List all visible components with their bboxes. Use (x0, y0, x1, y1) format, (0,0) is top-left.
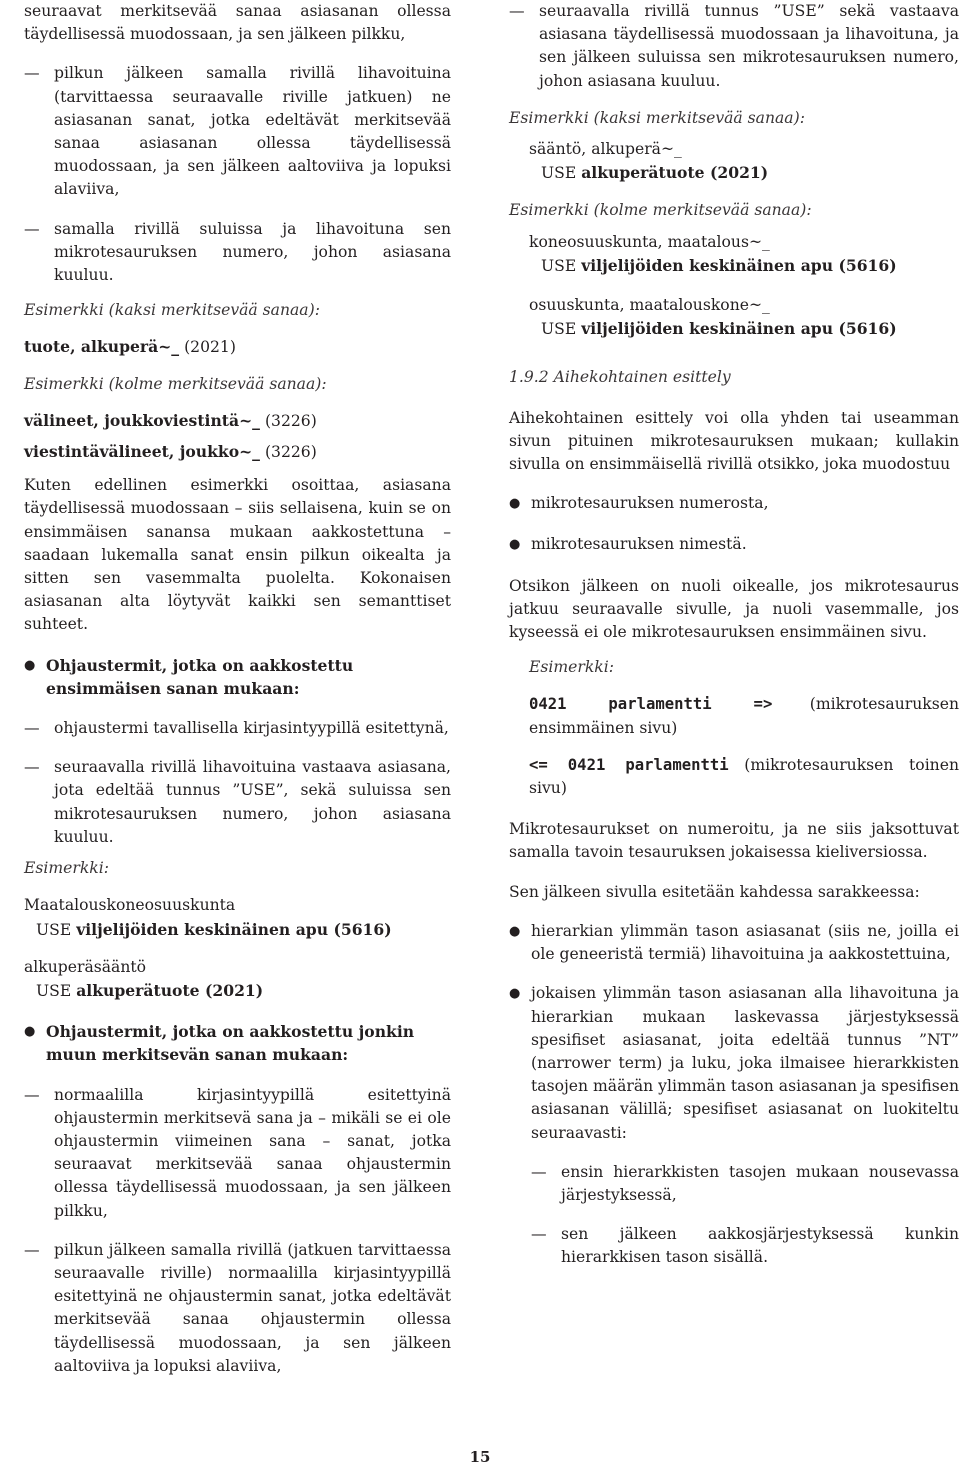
example-term: osuuskunta, maatalouskone~_ (529, 296, 770, 315)
example-use-line: USE alkuperätuote (2021) (36, 980, 264, 1000)
dash-text: seuraavalla rivillä tunnus ”USE” sekä vastaava asiasana täydellisessä muodossaan ja lihavoituna, ja sen jälkeen suluissa sen mikrotesauruksen numero, johon asiasana kuuluu. (539, 2, 959, 90)
bullet-icon: ● (24, 1024, 36, 1040)
dash-marker: — (531, 1162, 547, 1181)
dash-item (509, 1161, 959, 1207)
dash-text: pilkun jälkeen samalla rivillä (jatkuen tarvittaessa seuraavalle riville) normaalilla kirjasintyypillä esitettyinä ne ohjaustermin sanat, jotka edeltävät merkitsevää sanaa ohjaustermin ollessa täydellisessä muodossaan, ja sen jälkeen aaltoviiva ja lopuksi alaviiva, (54, 1240, 451, 1375)
bullet-icon: ● (509, 496, 521, 512)
paragraph: Aihekohtainen esittely voi olla yhden tai useamman sivun pituinen mikrotesauruksen mukaan; kullakin sivulla on ensimmäisellä rivillä otsikko, joka muodostuu (509, 408, 959, 474)
dash-item (509, 0, 959, 93)
example-label: Esimerkki (kaksi merkitsevää sanaa): (24, 301, 320, 320)
bullet-icon: ● (24, 657, 36, 673)
dash-text: ensin hierarkkisten tasojen mukaan nousevassa järjestyksessä, (561, 1162, 959, 1204)
section-heading: 1.9.2 Aihekohtainen esittely (509, 368, 731, 387)
paragraph: Kuten edellinen esimerkki osoittaa, asiasana täydellisessä muodossaan – siis sellaisena, kuin se on ensimmäisen sanansa mukaan aakkostettuna – saadaan lukemalla sanat ensin pilkun oikealta ja sitten sen vasemmalta puolelta. Kokonaisen asiasanan alta löytyvät kaikki sen semanttiset suhteet. (24, 476, 451, 634)
paragraph: Mikrotesaurukset on numeroitu, ja ne siis jaksottuvat samalla tavoin tesauruksen jokaisessa kieliversiossa. (509, 820, 959, 862)
dash-text: ohjaustermi tavallisella kirjasintyypillä esitettynä, (54, 719, 449, 738)
dash-marker: — (24, 719, 40, 738)
example-use-line: USE viljelijöiden keskinäinen apu (5616) (36, 919, 392, 939)
example-term: koneosuuskunta, maatalous~_ (529, 232, 770, 251)
dash-text: seuraavalla rivillä lihavoituina vastaava asiasana, jota edeltää tunnus ”USE”, sekä suluissa sen mikrotesauruksen numero, johon asiasana kuuluu. (54, 758, 451, 846)
dash-marker: — (24, 219, 40, 238)
example-line: 0421 parlamentti => (mikrotesauruksen ensimmäinen sivu) (529, 695, 959, 737)
example-use-line: USE viljelijöiden keskinäinen apu (5616) (541, 255, 897, 275)
dash-item (24, 1084, 451, 1223)
example-label: Esimerkki (kolme merkitsevää sanaa): (24, 374, 327, 393)
example-line: tuote, alkuperä~_ (2021) (24, 337, 236, 357)
right-column (509, 0, 959, 1270)
dash-marker: — (24, 1085, 40, 1104)
dash-marker: — (509, 2, 525, 20)
bullet-item: ● hierarkian ylimmän tason asiasanat (siis ne, joilla ei ole geneeristä termiä) lihavoituina ja aakkostettuina, (509, 920, 959, 966)
dash-marker: — (24, 758, 40, 777)
example-term: Maatalouskoneosuuskunta (24, 896, 236, 915)
example-term: alkuperäsääntö (24, 957, 147, 976)
example-use-line: USE alkuperätuote (2021) (541, 163, 769, 183)
page-number: 15 (469, 1448, 491, 1466)
dash-item (24, 717, 451, 740)
dash-item (24, 218, 451, 288)
left-column (24, 0, 451, 1378)
bullet-heading: ● Ohjaustermit, jotka on aakkostettu ensimmäisen sanan mukaan: (24, 654, 451, 700)
example-use-line: USE viljelijöiden keskinäinen apu (5616) (541, 319, 897, 339)
bullet-item: ● mikrotesauruksen numerosta, (509, 492, 959, 515)
example-line: välineet, joukkoviestintä~_ (3226) (24, 410, 317, 430)
dash-item (24, 1239, 451, 1378)
bullet-item: ● mikrotesauruksen nimestä. (509, 533, 959, 556)
dash-marker: — (531, 1225, 547, 1244)
paragraph: Sen jälkeen sivulla esitetään kahdessa sarakkeessa: (509, 882, 920, 901)
bullet-icon: ● (509, 537, 521, 553)
example-line: <= 0421 parlamentti (mikrotesauruksen toinen sivu) (529, 755, 959, 798)
bullet-icon: ● (509, 923, 521, 939)
example-label: Esimerkki (kolme merkitsevää sanaa): (509, 201, 812, 220)
bullet-item: ● jokaisen ylimmän tason asiasanan alla lihavoituna ja hierarkian mukaan laskevassa järjestyksessä spesifiset asiasanat, joita edeltää tunnus ”NT” (narrower term) ja luku, joka ilmaisee hierarkkisten tasojen määrän ylimmän tason asiasanan ja spesifisen asiasanan välillä; spesifiset asiasanat on luokiteltu seuraavasti: (509, 982, 959, 1144)
paragraph: seuraavat merkitsevää sanaa asiasanan ollessa täydellisessä muodossaan, ja sen jälkeen pilkku, (24, 2, 451, 44)
dash-item (509, 1223, 959, 1269)
dash-text: pilkun jälkeen samalla rivillä lihavoituina (tarvittaessa seuraavalle riville jatkuen) ne asiasanan sanat, jotka edeltävät merkitsevää sanaa asiasanan ollessa täydellisessä muodossaan, ja sen jälkeen aaltoviiva ja lopuksi alaviiva, (54, 64, 451, 199)
dash-marker: — (24, 1240, 40, 1259)
example-term: sääntö, alkuperä~_ (529, 140, 682, 159)
dash-text: samalla rivillä suluissa ja lihavoituna sen mikrotesauruksen numero, johon asiasana kuuluu. (54, 219, 451, 285)
bullet-heading: ● Ohjaustermit, jotka on aakkostettu jonkin muun merkitsevän sanan mukaan: (24, 1020, 451, 1066)
example-line: viestintävälineet, joukko~_ (3226) (24, 442, 317, 462)
example-label: Esimerkki (kaksi merkitsevää sanaa): (509, 108, 805, 127)
paragraph: Otsikon jälkeen on nuoli oikealle, jos mikrotesaurus jatkuu seuraavalle sivulle, ja nuoli vasemmalle, jos kyseessä ei ole mikrotesauruksen ensimmäinen sivu. (509, 576, 959, 642)
bullet-icon: ● (509, 986, 521, 1002)
dash-text: sen jälkeen aakkosjärjestyksessä kunkin hierarkkisen tason sisällä. (561, 1225, 959, 1267)
dash-marker: — (24, 64, 40, 83)
example-label: Esimerkki: (24, 859, 109, 878)
dash-item (24, 756, 451, 849)
dash-item (24, 62, 451, 201)
example-label: Esimerkki: (529, 658, 614, 677)
dash-text: normaalilla kirjasintyypillä esitettyinä ohjaustermin merkitsevä sana ja – mikäli se ei ole ohjaustermin viimeinen sana – sanat, jotka seuraavat merkitsevää sanaa ohjaustermin ollessa täydellisessä muodossaan, ja sen jälkeen pilkku, (54, 1085, 451, 1220)
